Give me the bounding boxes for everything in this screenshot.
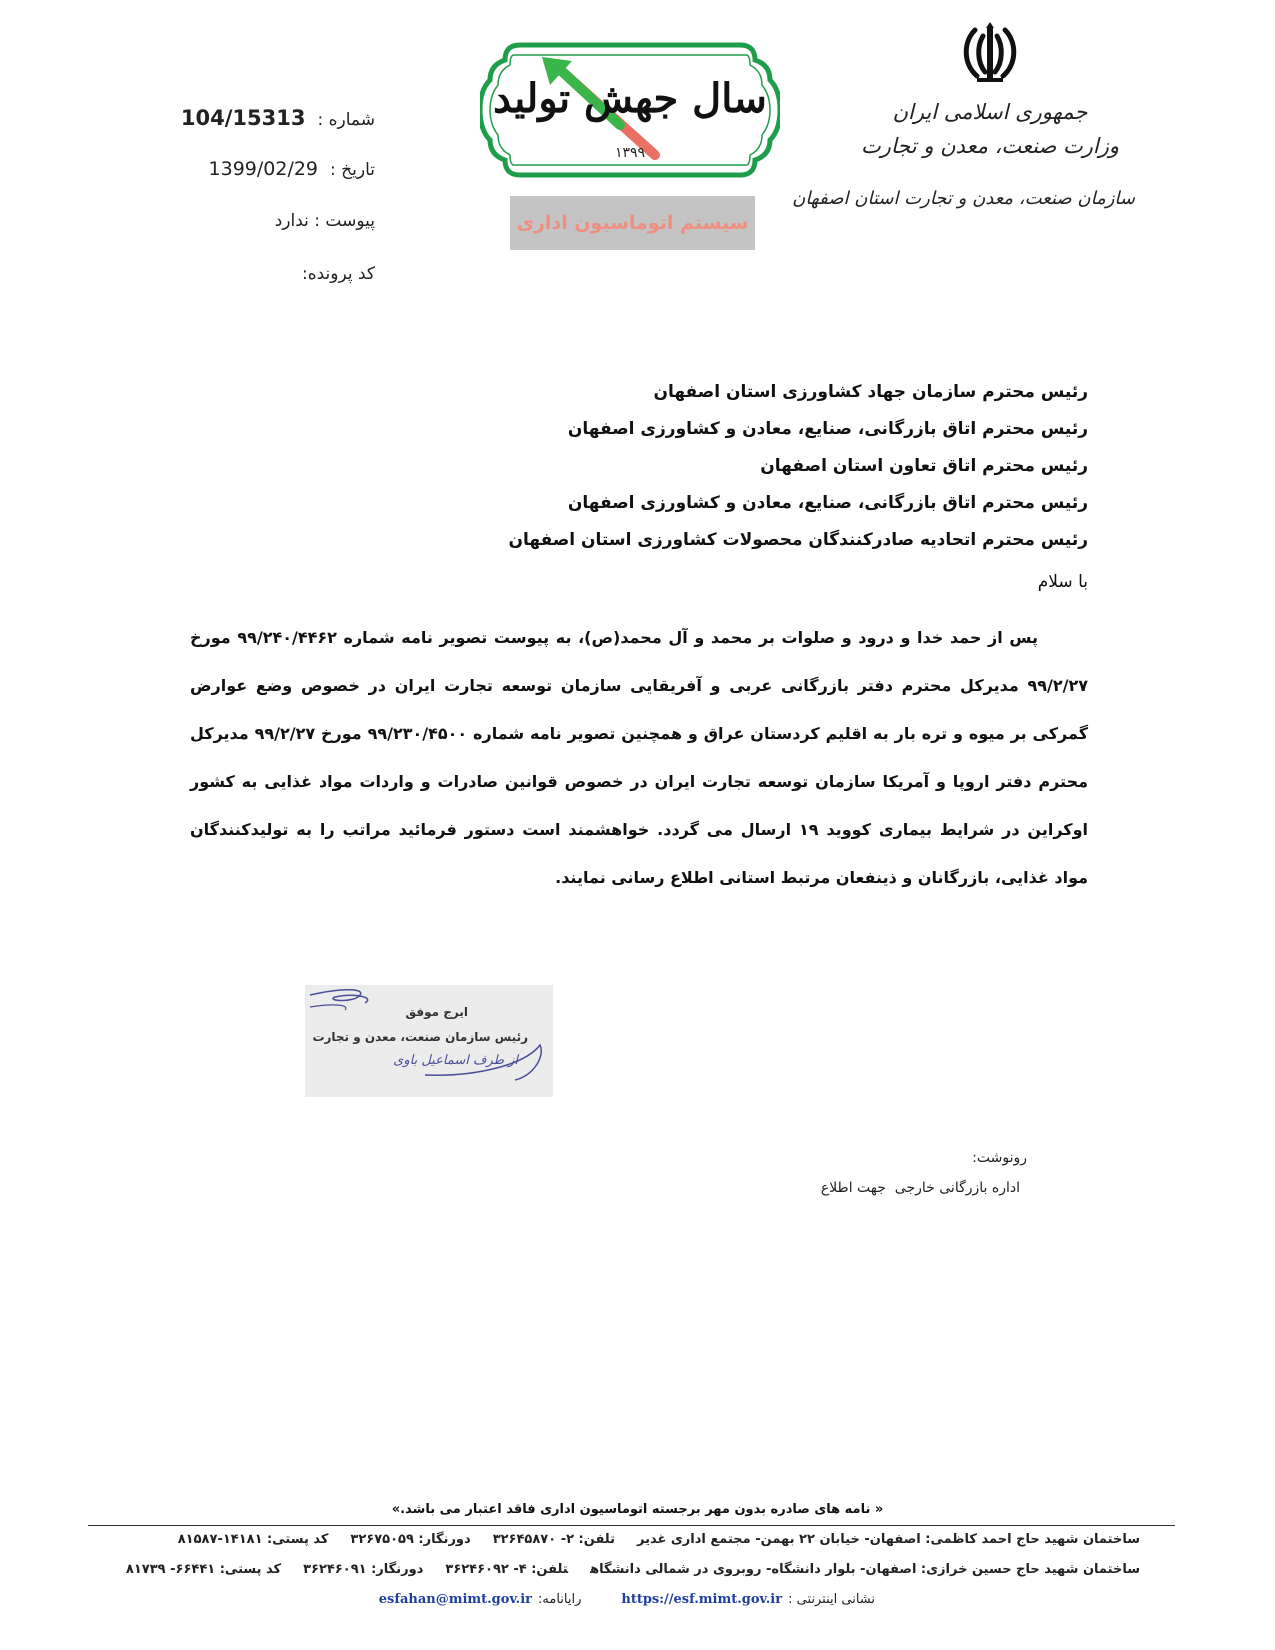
- website-label: نشانی اینترنتی :: [788, 1592, 875, 1607]
- recipient-line: رئیس محترم اتحادیه صادرکنندگان محصولات کشاورزی استان اصفهان: [508, 530, 1088, 550]
- letter-number: [181, 106, 375, 130]
- phone-text: تلفن: ۲- ۳۲۶۴۵۸۷۰: [492, 1532, 615, 1547]
- recipients-list: [188, 374, 1088, 559]
- email-link[interactable]: esfahan@mimt.gov.ir: [378, 1592, 532, 1607]
- recipient-line: رئیس محترم اتاق بازرگانی، صنایع، معادن و کشاورزی اصفهان: [567, 419, 1088, 439]
- address-text: ساختمان شهید حاج احمد کاظمی: اصفهان- خیابان ۲۲ بهمن- مجتمع اداری غدیر: [637, 1532, 1140, 1547]
- country-name: جمهوری اسلامی ایران: [892, 100, 1088, 124]
- automation-system-label: سیستم اتوماسیون اداری: [516, 212, 749, 234]
- footer-address-1: [156, 1532, 1140, 1547]
- letter-number-label: شماره :: [317, 110, 375, 130]
- footer-contact: [339, 1592, 875, 1607]
- recipient-line: رئیس محترم سازمان جهاد کشاورزی استان اصفهان: [653, 382, 1088, 402]
- attachment-value: ندارد: [274, 211, 309, 231]
- slogan-text: سال جهش تولید: [493, 75, 767, 122]
- footer-address-2: [104, 1562, 1140, 1577]
- signer-name: ایرج موفق: [405, 1005, 468, 1019]
- cc-label: رونوشت:: [972, 1150, 1027, 1166]
- letter-date-value: 1399/02/29: [208, 158, 319, 180]
- attachment-label: پیوست :: [314, 211, 375, 231]
- iran-emblem-icon: [955, 18, 1025, 88]
- automation-system-banner: [510, 196, 755, 250]
- greeting: با سلام: [1037, 572, 1088, 592]
- file-code: [302, 264, 375, 284]
- slogan-year: ۱۳۹۹: [614, 145, 646, 161]
- website-link[interactable]: https://esf.mimt.gov.ir: [621, 1592, 783, 1607]
- fax-text: دورنگار: ۳۶۲۴۶۰۹۱: [303, 1562, 424, 1577]
- address-text: ساختمان شهید حاج حسین خرازی: اصفهان- بلوار دانشگاه- روبروی در شمالی دانشگاه: [590, 1562, 1140, 1577]
- letter-date: [209, 158, 375, 180]
- letter-attachment: [275, 211, 375, 231]
- cc-recipient: اداره بازرگانی خارجی: [894, 1180, 1020, 1196]
- postal-code-text: کد پستی: ۱۴۱۸۱-۸۱۵۸۷: [177, 1532, 329, 1547]
- validity-note: « نامه های صادره بدون مهر برجسته اتوماسیون اداری فاقد اعتبار می باشد.»: [391, 1502, 884, 1517]
- ministry-name: وزارت صنعت، معدن و تجارت: [860, 134, 1120, 158]
- slogan-logo: [480, 35, 780, 185]
- ministry-letterhead: [792, 18, 1135, 258]
- signer-title: رئیس سازمان صنعت، معدن و تجارت: [312, 1030, 528, 1044]
- recipient-line: رئیس محترم اتاق بازرگانی، صنایع، معادن و کشاورزی اصفهان: [567, 493, 1088, 513]
- cc-recipient-line: [821, 1180, 1020, 1196]
- organization-name: سازمان صنعت، معدن و تجارت استان اصفهان: [792, 188, 1135, 209]
- signature-stamp: [305, 985, 553, 1097]
- on-behalf-of: از طرف اسماعیل باوی: [393, 1053, 518, 1068]
- recipient-line: رئیس محترم اتاق تعاون استان اصفهان: [760, 456, 1088, 476]
- file-code-label: کد پرونده:: [301, 264, 375, 284]
- footer-divider: [88, 1525, 1175, 1526]
- cc-purpose: جهت اطلاع: [820, 1180, 886, 1196]
- fax-text: دورنگار: ۳۲۶۷۵۰۵۹: [350, 1532, 471, 1547]
- letter-number-value: 104/15313: [180, 106, 306, 130]
- letter-body: پس از حمد خدا و درود و صلوات بر محمد و آل محمد(ص)، به پیوست تصویر نامه شماره ۹۹/۲۴۰/۴۴۶۲ مورخ ۹۹/۲/۲۷ مدیرکل محترم دفتر بازرگانی عربی و آفریقایی سازمان توسعه تجارت ایران در خصوص وضع عوارض گمرکی بر میوه و تره بار به اقلیم کردستان عراق و همچنین تصویر نامه شماره ۹۹/۲۳۰/۴۵۰۰ مورخ ۹۹/۲/۲۷ مدیرکل محترم دفتر اروپا و آمریکا سازمان توسعه تجارت ایران در خصوص قوانین صادرات و واردات مواد غذایی به کشور اوکراین در شرایط بیماری کووید ۱۹ ارسال می گردد. خواهشمند است دستور فرمائید مراتب را به تولیدکنندگان مواد غذایی، بازرگانان و ذینفعان مرتبط استانی اطلاع رسانی نمایند.: [190, 628, 1089, 887]
- letter-date-label: تاریخ :: [330, 160, 375, 180]
- postal-code-text: کد پستی: ۶۶۴۴۱- ۸۱۷۳۹: [125, 1562, 282, 1577]
- email-label: رایانامه:: [538, 1592, 582, 1607]
- phone-text: تلفن: ۴- ۳۶۲۴۶۰۹۲: [445, 1562, 569, 1577]
